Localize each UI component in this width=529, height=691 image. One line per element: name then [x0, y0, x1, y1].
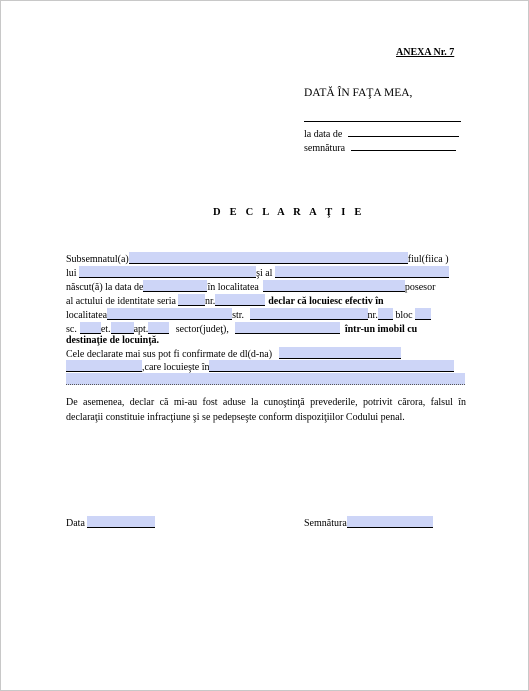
official-date-line [348, 126, 459, 137]
form-line-5 [66, 308, 431, 323]
annex-number: ANEXA Nr. 7 [396, 47, 455, 58]
street-number-label: nr. [367, 310, 378, 321]
destination-text: destinaţie de locuinţă. [66, 335, 160, 346]
form-line-2 [66, 266, 449, 281]
birth-date-field[interactable] [143, 280, 207, 292]
residence-locality-label: localitatea [66, 310, 108, 321]
staircase-label: sc. [66, 324, 77, 335]
building-type-text: într-un imobil cu [344, 324, 418, 335]
apartment-label: apt. [133, 324, 149, 335]
official-signature-label: semnătura [304, 143, 346, 154]
id-number-label: nr. [204, 296, 216, 307]
street-number-field[interactable] [378, 308, 393, 320]
building-label: bloc [395, 310, 413, 321]
id-series-field[interactable] [178, 294, 205, 306]
witness-address-label: ,care locuieşte în [142, 362, 210, 373]
footer-date-field[interactable] [87, 516, 155, 528]
confirmed-by-label: Cele declarate mai sus pot fi confirmate de dl(d-na) [66, 349, 273, 360]
witness-address-field[interactable] [209, 360, 454, 372]
form-line-1 [66, 252, 449, 267]
mother-name-field[interactable] [275, 266, 449, 278]
witness-name-continued-field[interactable] [66, 360, 142, 372]
official-signature-row [304, 140, 456, 154]
birth-place-field[interactable] [263, 280, 405, 292]
footer-date-row [66, 516, 155, 531]
father-name-field[interactable] [79, 266, 256, 278]
document-title: D E C L A R A Ţ I E [213, 207, 365, 218]
birth-date-label: născut(ă) la data de [66, 282, 144, 293]
footer-signature-field[interactable] [347, 516, 433, 528]
official-signature-line [351, 140, 456, 151]
witness-address-continued-field[interactable] [66, 373, 465, 385]
footer-signature-row [304, 516, 433, 531]
official-name-line [304, 113, 461, 122]
footer-date-label: Data [66, 518, 85, 529]
street-label: str. [232, 310, 245, 321]
id-number-field[interactable] [215, 294, 265, 306]
form-line-4 [66, 294, 384, 309]
birth-place-label: în localitatea [207, 282, 259, 293]
legal-statement: De asemenea, declar că mi-au fost aduse la cunoştinţă prevederile, potrivit cărora, falsul în declaraţii constituie infracţiune şi se pedepseşte conform dispoziţiilor Codului penal. [66, 397, 466, 423]
id-series-label: al actului de identitate seria [66, 296, 176, 307]
child-of-label: fiul(fiica ) [407, 254, 449, 265]
holder-label: posesor [404, 282, 436, 293]
residence-locality-field[interactable] [107, 308, 232, 320]
building-field[interactable] [415, 308, 431, 320]
sector-label: sector(judeţ), [175, 324, 229, 335]
floor-label: et. [100, 324, 111, 335]
official-date-row [304, 126, 459, 140]
witness-name-field[interactable] [279, 347, 401, 359]
street-field[interactable] [250, 308, 368, 320]
official-date-label: la data de [304, 129, 343, 140]
sector-field[interactable] [235, 322, 340, 334]
subsemnatul-label: Subsemnatul(a) [66, 254, 129, 265]
full-name-field[interactable] [129, 252, 408, 264]
form-line-3 [66, 280, 435, 295]
footer-signature-label: Semnătura [304, 518, 347, 529]
declare-text: declar că locuiesc efectiv în [268, 296, 384, 307]
form-line-10 [66, 373, 465, 388]
mother-label: şi al [256, 268, 273, 279]
father-label: lui [66, 268, 77, 279]
before-me-label: DATĂ ÎN FAŢA MEA, [304, 87, 413, 99]
